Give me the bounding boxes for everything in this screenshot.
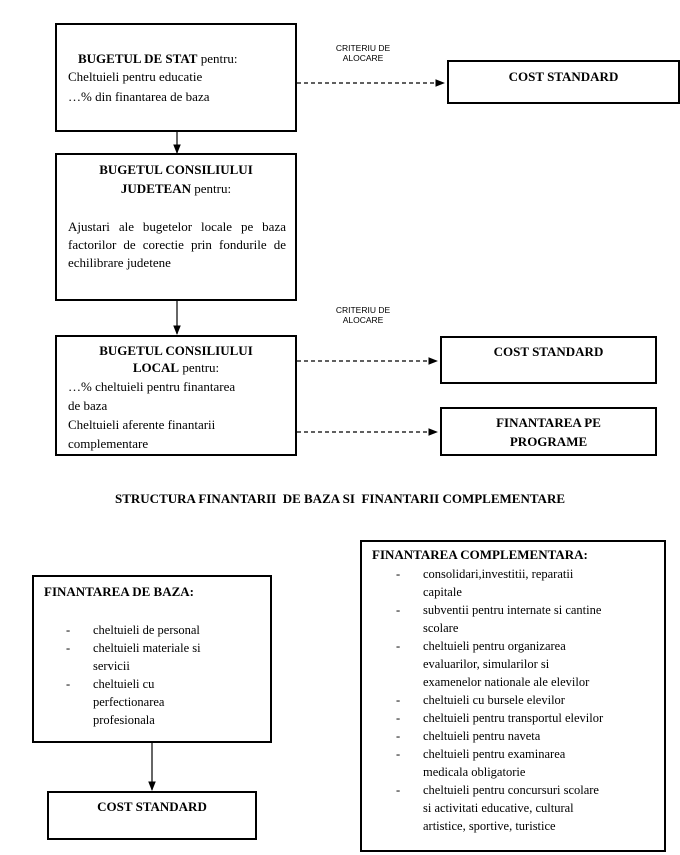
- county-budget-text: Ajustari ale bugetelor locale pe baza factorilor de corectie prin fondurile de echilibrare judetene: [68, 219, 286, 270]
- list-item-line: cheltuieli pentru organizarea: [423, 639, 566, 653]
- cost-standard-box: [447, 60, 680, 104]
- state-budget-line: …% din finantarea de baza: [68, 89, 210, 104]
- local-budget-box: [55, 335, 297, 456]
- list-item-line: cheltuieli pentru naveta: [423, 729, 541, 743]
- criterion-line: CRITERIU DE: [335, 305, 391, 315]
- list-item-line: cheltuieli pentru concursuri scolare: [423, 783, 599, 797]
- cost-standard-label: COST STANDARD: [508, 69, 619, 84]
- dash-bullet: -: [66, 623, 71, 637]
- complementary-funding-title: FINANTAREA COMPLEMENTARA:: [372, 547, 588, 562]
- dash-bullet: -: [396, 567, 401, 581]
- dash-bullet: -: [396, 639, 401, 653]
- cost-standard-label: COST STANDARD: [97, 799, 207, 814]
- program-funding-label: PROGRAME: [509, 434, 588, 449]
- list-item: [396, 637, 661, 691]
- list-item-line: consolidari,investitii, reparatii: [423, 567, 574, 581]
- list-item-line: cheltuieli de personal: [93, 623, 200, 637]
- list-item: [66, 639, 266, 675]
- base-funding-list: [66, 621, 266, 729]
- list-item-line: cheltuieli pentru examinarea: [423, 747, 566, 761]
- local-budget-title: LOCAL: [132, 360, 180, 375]
- county-budget-box: [55, 153, 297, 301]
- state-budget-box: [55, 23, 297, 132]
- base-funding-title: FINANTAREA DE BAZA:: [44, 584, 194, 599]
- criterion-line: ALOCARE: [342, 53, 384, 63]
- state-budget-suffix: pentru:: [200, 51, 238, 66]
- dash-bullet: -: [66, 677, 71, 691]
- local-budget-line: …% cheltuieli pentru finantarea: [68, 379, 236, 394]
- list-item-line: si activitati educative, cultural: [423, 801, 574, 815]
- dash-bullet: -: [396, 693, 401, 707]
- local-budget-line: de baza: [68, 398, 108, 413]
- local-budget-line: Cheltuieli aferente finantarii: [68, 417, 216, 432]
- cost-standard-box: [440, 336, 657, 384]
- cost-standard-label: COST STANDARD: [493, 344, 604, 359]
- local-budget-heading: [57, 359, 295, 377]
- local-budget-line: complementare: [68, 436, 149, 451]
- dash-bullet: -: [396, 711, 401, 725]
- list-item-line: evaluarilor, simularilor si: [423, 657, 550, 671]
- list-item-line: medicala obligatorie: [423, 765, 526, 779]
- base-funding-box: [32, 575, 272, 743]
- local-budget-suffix: pentru:: [182, 360, 220, 375]
- county-budget-title: JUDETEAN: [120, 181, 191, 196]
- list-item-line: cheltuieli materiale si: [93, 641, 201, 655]
- list-item: [66, 621, 266, 639]
- dash-bullet: -: [66, 641, 71, 655]
- program-funding-label: FINANTAREA PE: [496, 415, 601, 430]
- list-item-line: servicii: [93, 659, 130, 673]
- local-budget-title: BUGETUL CONSILIULUI: [99, 343, 253, 358]
- list-item-line: perfectionarea: [93, 695, 165, 709]
- list-item: [396, 745, 661, 781]
- list-item-line: cheltuieli cu: [93, 677, 155, 691]
- list-item-line: subventii pentru internate si cantine: [423, 603, 602, 617]
- list-item: [396, 709, 661, 727]
- list-item-line: capitale: [423, 585, 462, 599]
- structure-heading: STRUCTURA FINANTARII DE BAZA SI FINANTARII COMPLEMENTARE: [115, 491, 565, 506]
- list-item: [66, 675, 266, 729]
- criterion-line: CRITERIU DE: [335, 43, 391, 53]
- county-budget-title: BUGETUL CONSILIULUI: [99, 162, 253, 177]
- dash-bullet: -: [396, 783, 401, 797]
- program-funding-box: [440, 407, 657, 456]
- list-item: [396, 781, 661, 835]
- dash-bullet: -: [396, 603, 401, 617]
- list-item: [396, 565, 661, 601]
- list-item: [396, 691, 661, 709]
- complementary-funding-box: [360, 540, 666, 852]
- dash-bullet: -: [396, 747, 401, 761]
- dash-bullet: -: [396, 729, 401, 743]
- county-budget-suffix: pentru:: [194, 181, 232, 196]
- county-budget-heading: [57, 180, 295, 198]
- list-item-line: artistice, sportive, turistice: [423, 819, 556, 833]
- complementary-funding-list: [396, 565, 661, 835]
- state-budget-line: Cheltuieli pentru educatie: [68, 69, 203, 84]
- list-item-line: cheltuieli pentru transportul elevilor: [423, 711, 604, 725]
- list-item-line: profesionala: [93, 713, 155, 727]
- list-item-line: scolare: [423, 621, 459, 635]
- list-item: [396, 727, 661, 745]
- list-item-line: examenelor nationale ale elevilor: [423, 675, 590, 689]
- state-budget-heading: [78, 50, 238, 68]
- list-item-line: cheltuieli cu bursele elevilor: [423, 693, 565, 707]
- allocation-criterion-label: [318, 305, 408, 325]
- criterion-line: ALOCARE: [342, 315, 384, 325]
- state-budget-title: BUGETUL DE STAT: [78, 51, 198, 66]
- cost-standard-box: [47, 791, 257, 840]
- allocation-criterion-label: [318, 43, 408, 63]
- list-item: [396, 601, 661, 637]
